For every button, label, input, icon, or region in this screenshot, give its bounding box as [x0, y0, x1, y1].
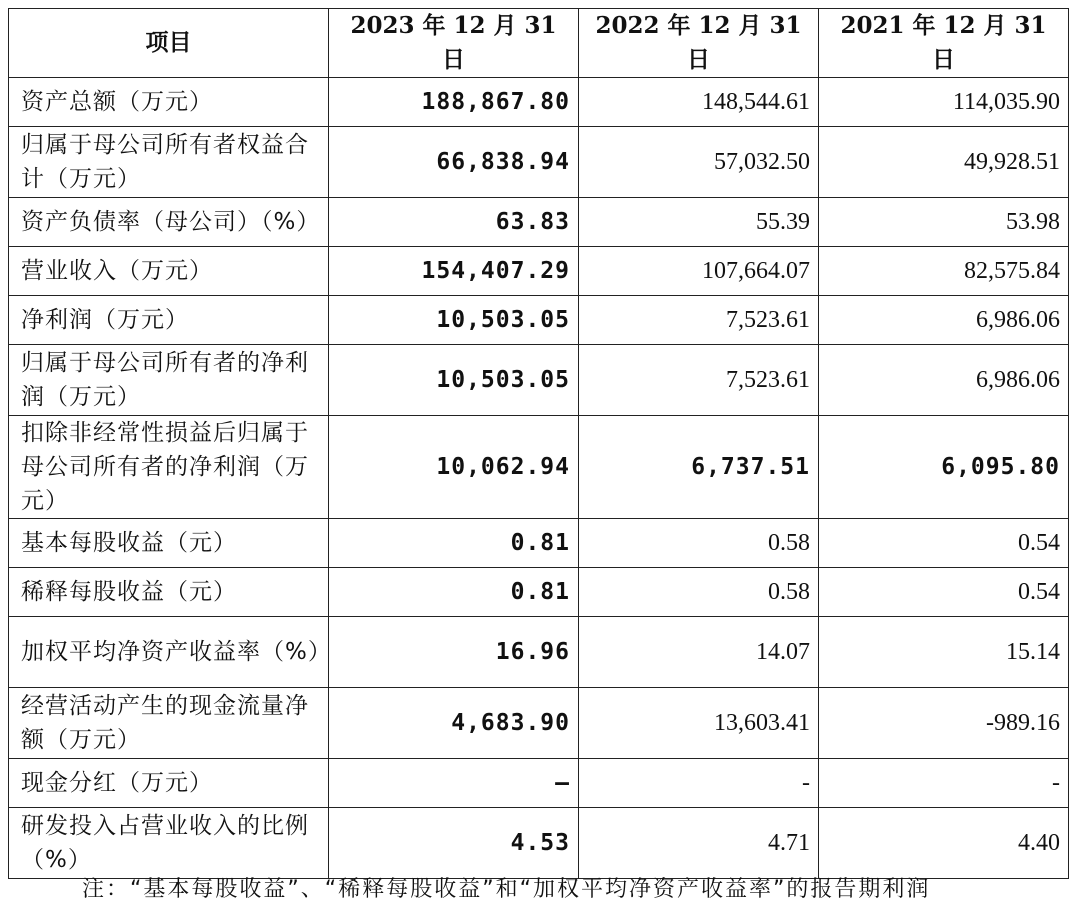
value-2021: 6,986.06: [819, 345, 1069, 416]
row-label: 现金分红（万元）: [9, 759, 329, 808]
value-2021: 53.98: [819, 198, 1069, 247]
value-2023: 10,062.94: [329, 416, 579, 519]
value-2021: 0.54: [819, 519, 1069, 568]
value-2021: 114,035.90: [819, 78, 1069, 127]
table-row: [9, 198, 1069, 247]
value-2021: -: [819, 759, 1069, 808]
value-2022: 0.58: [579, 568, 819, 617]
table-row: [9, 416, 1069, 519]
value-2022: 13,603.41: [579, 688, 819, 759]
row-label: 资产总额（万元）: [9, 78, 329, 127]
value-2021: 15.14: [819, 617, 1069, 688]
value-2021: 82,575.84: [819, 247, 1069, 296]
value-2022: 4.71: [579, 808, 819, 879]
value-2023: 16.96: [329, 617, 579, 688]
row-label: 净利润（万元）: [9, 296, 329, 345]
row-label: 研发投入占营业收入的比例（%）: [9, 808, 329, 879]
value-2022: 148,544.61: [579, 78, 819, 127]
row-label: 加权平均净资产收益率（%）: [9, 617, 329, 688]
value-2023: 188,867.80: [329, 78, 579, 127]
value-2021: 4.40: [819, 808, 1069, 879]
row-label: 归属于母公司所有者的净利润（万元）: [9, 345, 329, 416]
row-label: 资产负债率（母公司）（%）: [9, 198, 329, 247]
table-row: [9, 345, 1069, 416]
row-label: 营业收入（万元）: [9, 247, 329, 296]
value-2022: 14.07: [579, 617, 819, 688]
value-2023: 63.83: [329, 198, 579, 247]
value-2021: 49,928.51: [819, 127, 1069, 198]
table-row: [9, 808, 1069, 879]
table-row: [9, 247, 1069, 296]
row-label: 扣除非经常性损益后归属于母公司所有者的净利润（万元）: [9, 416, 329, 519]
value-2023: 154,407.29: [329, 247, 579, 296]
value-2023: 10,503.05: [329, 296, 579, 345]
header-item: 项目: [9, 9, 329, 78]
value-2022: 7,523.61: [579, 345, 819, 416]
table-row: [9, 127, 1069, 198]
value-2022: 7,523.61: [579, 296, 819, 345]
value-2022: 0.58: [579, 519, 819, 568]
value-2023: 66,838.94: [329, 127, 579, 198]
table-row: [9, 296, 1069, 345]
financial-summary-table: [8, 8, 1069, 879]
header-2023: 2023 年 12 月 31 日: [329, 9, 579, 78]
value-2022: 6,737.51: [579, 416, 819, 519]
value-2023: 10,503.05: [329, 345, 579, 416]
value-2022: -: [579, 759, 819, 808]
value-2023: 4,683.90: [329, 688, 579, 759]
table-footnote: 注：“基本每股收益”、“稀释每股收益”和“加权平均净资产收益率”的报告期利润: [82, 877, 931, 902]
value-2022: 107,664.07: [579, 247, 819, 296]
financial-table-container: [8, 8, 1068, 879]
row-label: 经营活动产生的现金流量净额（万元）: [9, 688, 329, 759]
value-2022: 55.39: [579, 198, 819, 247]
table-row: [9, 759, 1069, 808]
table-row: [9, 617, 1069, 688]
value-2022: 57,032.50: [579, 127, 819, 198]
header-2021: 2021 年 12 月 31 日: [819, 9, 1069, 78]
header-2022: 2022 年 12 月 31 日: [579, 9, 819, 78]
value-2021: 0.54: [819, 568, 1069, 617]
value-2023: –: [329, 759, 579, 808]
table-row: [9, 78, 1069, 127]
value-2023: 0.81: [329, 568, 579, 617]
value-2023: 4.53: [329, 808, 579, 879]
value-2021: -989.16: [819, 688, 1069, 759]
row-label: 稀释每股收益（元）: [9, 568, 329, 617]
table-row: [9, 568, 1069, 617]
row-label: 归属于母公司所有者权益合计（万元）: [9, 127, 329, 198]
value-2021: 6,095.80: [819, 416, 1069, 519]
value-2021: 6,986.06: [819, 296, 1069, 345]
table-header-row: [9, 9, 1069, 78]
value-2023: 0.81: [329, 519, 579, 568]
table-row: [9, 688, 1069, 759]
row-label: 基本每股收益（元）: [9, 519, 329, 568]
table-row: [9, 519, 1069, 568]
